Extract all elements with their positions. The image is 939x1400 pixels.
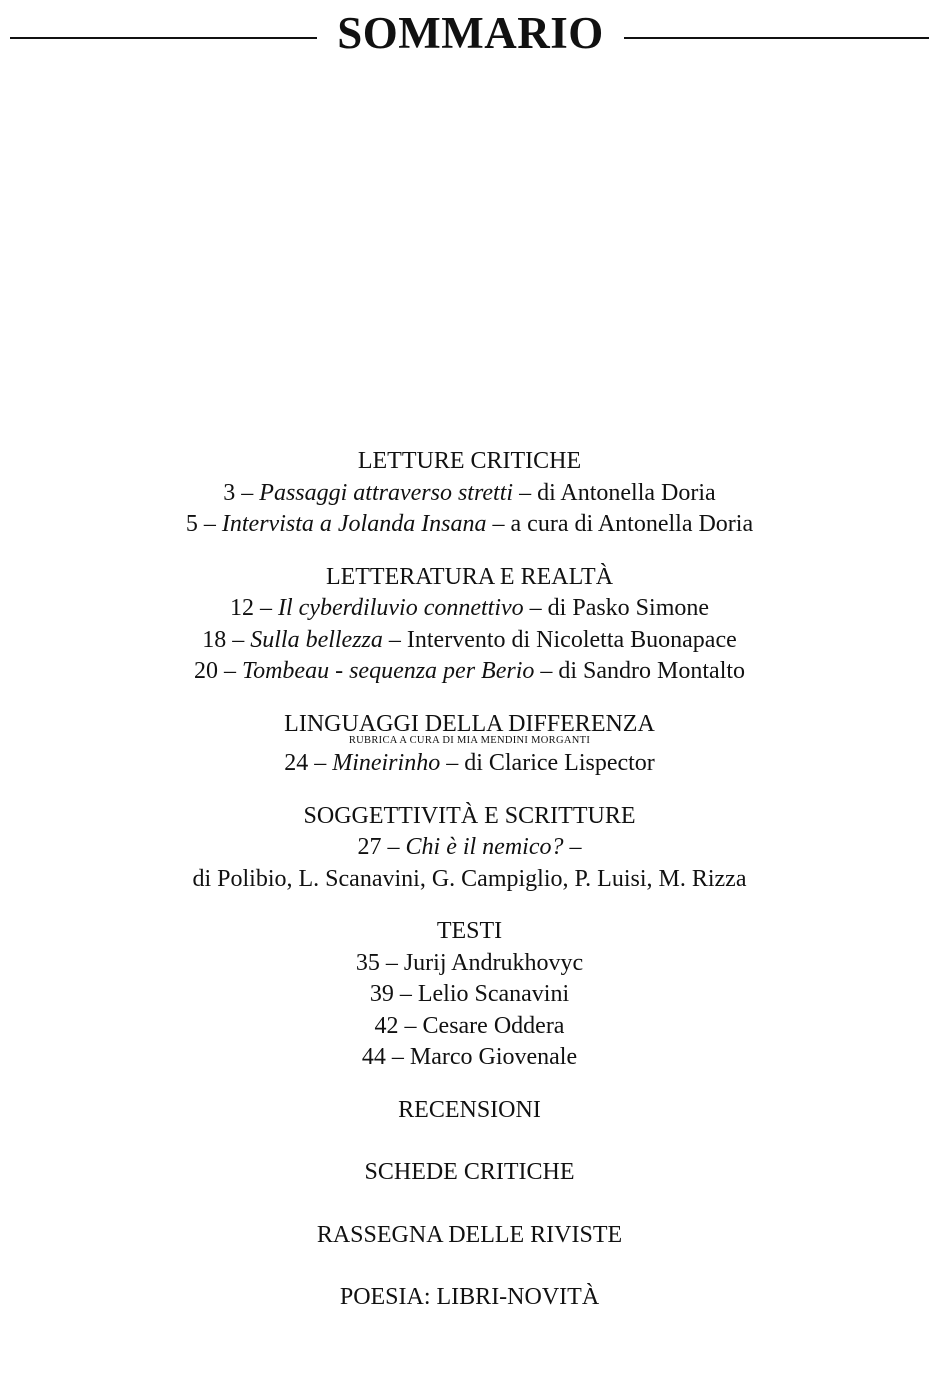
article-author: di Clarice Lispector	[464, 750, 655, 776]
article-title: Mineirinho	[332, 750, 441, 776]
section-soggettivita-e-scritture	[0, 801, 939, 896]
page-title: SOMMARIO	[337, 8, 604, 58]
title-rule-right	[624, 37, 929, 39]
article-title: Il cyberdiluvio connettivo	[277, 595, 524, 621]
article-title: Intervista a Jolanda Insana	[221, 511, 487, 537]
article-author: Intervento di Nicoletta Buonapace	[406, 626, 737, 653]
page-number: 18	[202, 626, 227, 653]
section-heading: SOGGETTIVITÀ E SCRITTURE	[303, 802, 636, 829]
toc-entry: 24 – Mineirinho – di Clarice Lispector	[284, 750, 655, 776]
page-number: 20	[193, 658, 218, 684]
article-byline: di Polibio, L. Scanavini, G. Campiglio, P. Luisi, M. Rizza	[192, 865, 747, 892]
section-heading: TESTI	[436, 918, 503, 944]
article-title: Tombeau - sequenza per Berio	[241, 658, 535, 684]
page-number: 24	[284, 750, 309, 776]
table-of-contents	[0, 446, 939, 1345]
toc-entry: 12 – Il cyberdiluvio connettivo – di Pasko Simone	[229, 595, 710, 621]
section-heading: LETTERATURA E REALTÀ	[325, 563, 614, 590]
article-author: di Antonella Doria	[537, 479, 716, 506]
toc-entry: 20 – Tombeau - sequenza per Berio – di Sandro Montalto	[193, 658, 746, 684]
article-title: Sulla bellezza	[250, 626, 383, 653]
article-title: Passaggi attraverso stretti	[259, 479, 514, 506]
section-letteratura-e-realta	[0, 562, 939, 688]
article-author: di Sandro Montalto	[558, 658, 746, 684]
article-author: di Pasko Simone	[547, 595, 710, 621]
page-number: 12	[229, 595, 254, 621]
toc-entry: 35 – Jurij Andrukhovyc	[355, 949, 584, 976]
masthead	[0, 8, 939, 58]
section-testi	[0, 916, 939, 1074]
article-author: a cura di Antonella Doria	[510, 511, 754, 537]
section-recensioni: RECENSIONI	[398, 1096, 541, 1123]
toc-entry: 3 – Passaggi attraverso stretti – di Antonella Doria	[223, 479, 716, 506]
toc-entry: 27 – Chi è il nemico? –	[357, 834, 582, 860]
title-rule-left	[10, 37, 317, 39]
rubric-note: RUBRICA A CURA DI MIA MENDINI MORGANTI	[348, 735, 591, 746]
toc-entry: 44 – Marco Giovenale	[361, 1044, 578, 1070]
section-poesia-libri-novita: POESIA: LIBRI-NOVITÀ	[339, 1284, 600, 1310]
section-letture-critiche	[0, 446, 939, 541]
page-number: 5	[185, 511, 198, 537]
page-number: 3	[223, 479, 236, 506]
section-linguaggi-della-differenza	[0, 709, 939, 780]
section-heading: LINGUAGGI DELLA DIFFERENZA	[284, 710, 655, 737]
toc-entry: 39 – Lelio Scanavini	[369, 981, 570, 1007]
section-heading: LETTURE CRITICHE	[357, 448, 582, 474]
toc-entry: 42 – Cesare Oddera	[374, 1012, 565, 1039]
page-number: 27	[357, 834, 382, 860]
toc-entry: 18 – Sulla bellezza – Intervento di Nicoletta Buonapace	[202, 626, 737, 653]
section-rassegna-delle-riviste: RASSEGNA DELLE RIVISTE	[316, 1221, 623, 1248]
section-schede-critiche: SCHEDE CRITICHE	[364, 1159, 575, 1185]
article-title: Chi è il nemico?	[405, 834, 564, 860]
toc-entry: 5 – Intervista a Jolanda Insana – a cura di Antonella Doria	[185, 511, 754, 537]
